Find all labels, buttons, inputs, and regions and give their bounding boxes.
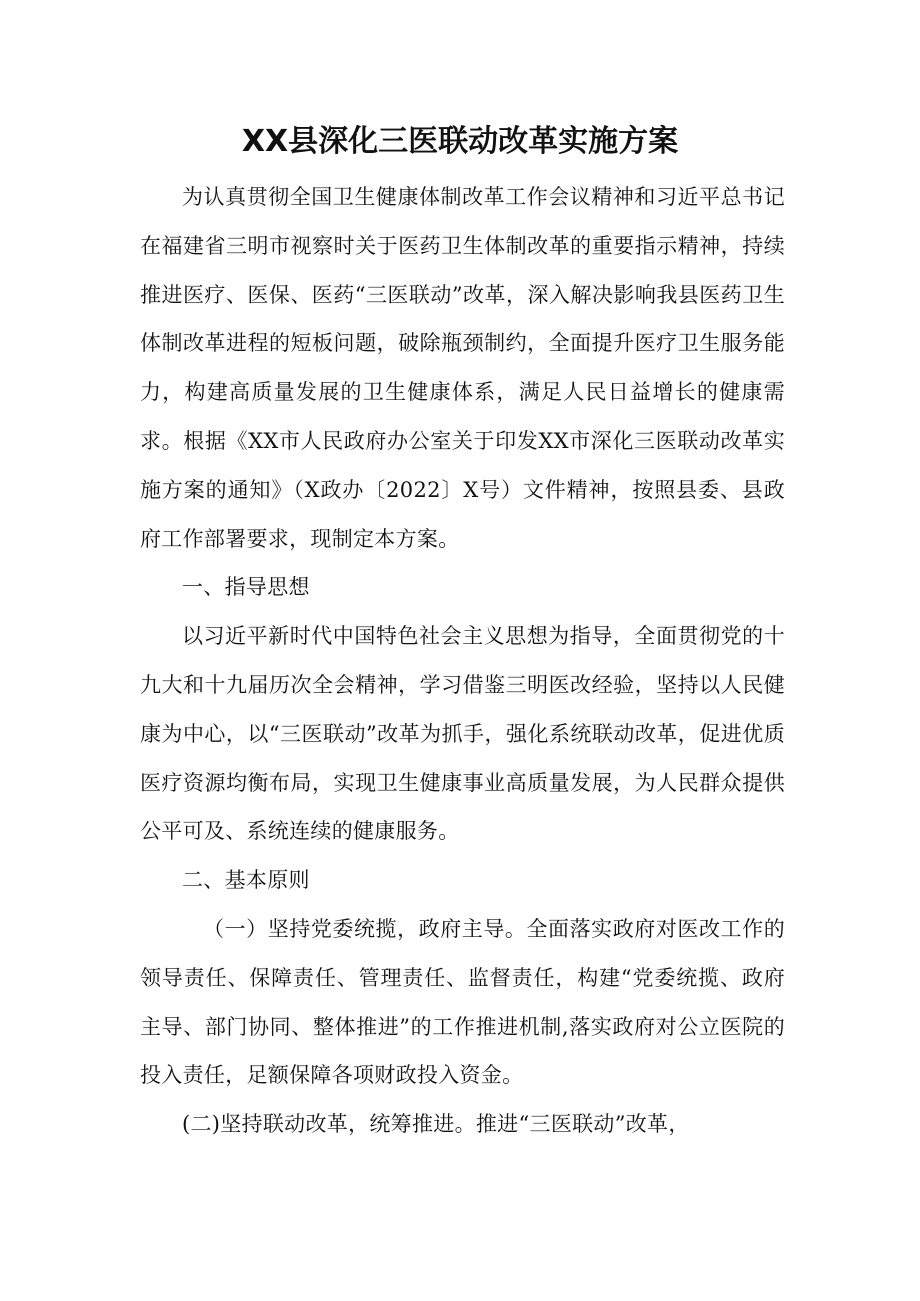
intro-paragraph: 为认真贯彻全国卫生健康体制改革工作会议精神和习近平总书记在福建省三明市视察时关于医药卫生体制改革的重要指示精神，持续推进医疗、医保、医药“三医联动”改革，深入解决影响我县医药卫生体制改革进程的短板问题，破除瓶颈制约，全面提升医疗卫生服务能力，构建高质量发展的卫生健康体系，满足人民日益增长的健康需求。根据《XX市人民政府办公室关于印发XX市深化三医联动改革实施方案的通知》（X政办〔2022〕X号）文件精神，按照县委、县政府工作部署要求，现制定本方案。 [140, 185, 785, 551]
section-heading-basic-principles: 二、基本原则 [182, 868, 310, 893]
section-heading-guiding-thought: 一、指导思想 [182, 575, 310, 600]
document-title: XX县深化三医联动改革实施方案 [241, 124, 679, 159]
principle-1-paragraph: （一）坚持党委统揽，政府主导。全面落实政府对医改工作的领导责任、保障责任、管理责任、监督责任，构建“党委统揽、政府主导、部门协同、整体推进”的工作推进机制,落实政府对公立医院的投入责任，足额保障各项财政投入资金。 [140, 916, 785, 1088]
guiding-thought-paragraph: 以习近平新时代中国特色社会主义思想为指导，全面贯彻党的十九大和十九届历次全会精神，学习借鉴三明医改经验，坚持以人民健康为中心，以“三医联动”改革为抓手，强化系统联动改革，促进优质医疗资源均衡布局，实现卫生健康事业高质量发展，为人民群众提供公平可及、系统连续的健康服务。 [140, 624, 785, 844]
document-body [140, 173, 785, 1149]
principle-2-paragraph: (二)坚持联动改革，统筹推进。推进“三医联动”改革， [182, 1112, 690, 1137]
